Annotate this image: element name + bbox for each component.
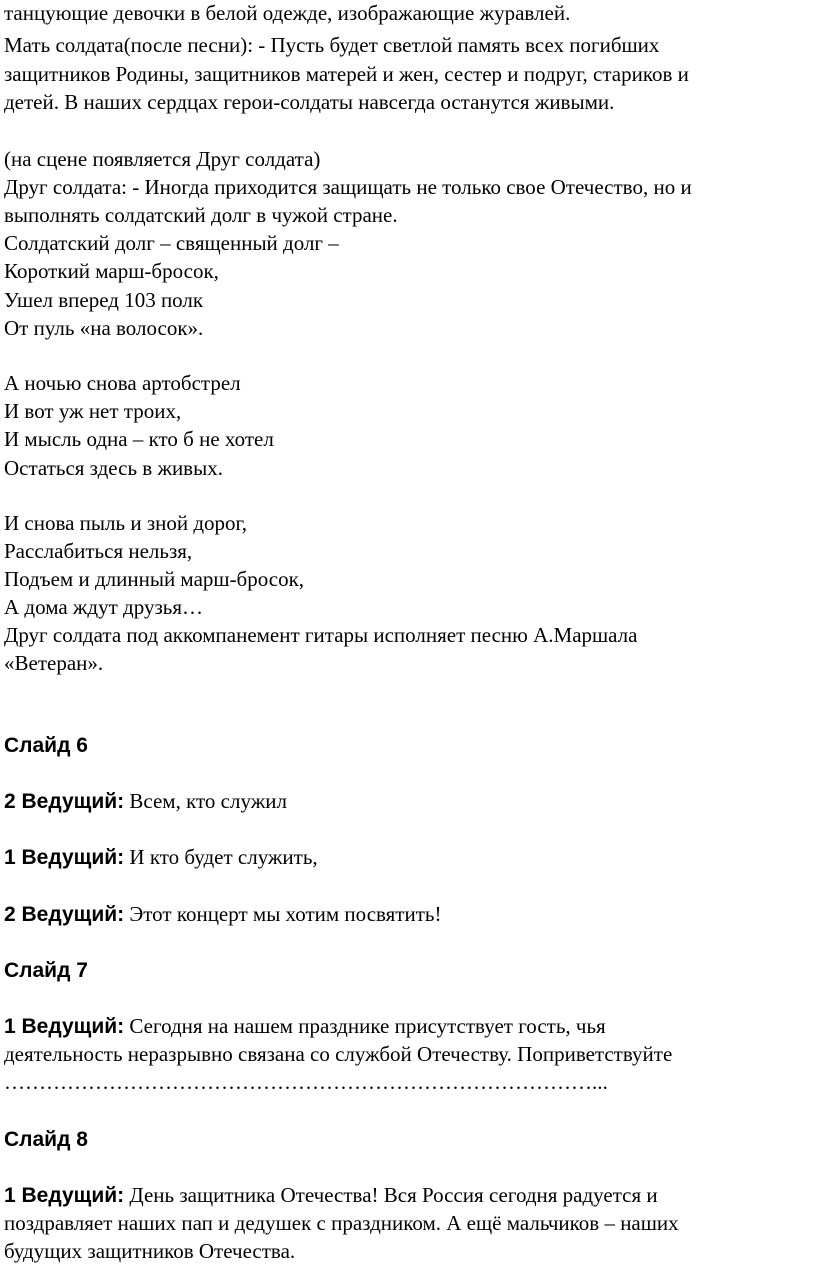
poem-line: Солдатский долг – священный долг – bbox=[4, 231, 339, 255]
slide-6-row-2 bbox=[4, 844, 318, 871]
speaker-text: И кто будет служить, bbox=[129, 845, 318, 869]
intro-line-2: Мать солдата(после песни): - Пусть будет светлой память всех погибших bbox=[4, 33, 660, 57]
slide-8-heading: Слайд 8 bbox=[4, 1128, 88, 1151]
slide-6-heading: Слайд 6 bbox=[4, 734, 88, 757]
poem-line: Короткий марш-бросок, bbox=[4, 259, 219, 283]
poem-line: Ушел вперед 103 полк bbox=[4, 288, 204, 312]
stage-direction: (на сцене появляется Друг солдата) bbox=[4, 147, 321, 171]
song-line-1: Друг солдата под аккомпанемент гитары исполняет песню А.Маршала bbox=[4, 623, 638, 647]
poem-line: А дома ждут друзья… bbox=[4, 595, 203, 619]
poem-line: Остаться здесь в живых. bbox=[4, 456, 223, 480]
slide-8-line-1 bbox=[4, 1182, 658, 1209]
poem-line: И снова пыль и зной дорог, bbox=[4, 511, 248, 535]
speaker-label: 2 Ведущий: bbox=[4, 790, 125, 813]
speaker-label: 2 Ведущий: bbox=[4, 903, 125, 926]
slide-7-heading: Слайд 7 bbox=[4, 959, 88, 982]
poem-line: От пуль «на волосок». bbox=[4, 316, 204, 340]
friend-line-2: выполнять солдатский долг в чужой стране. bbox=[4, 203, 398, 227]
poem-line: Подъем и длинный марш-бросок, bbox=[4, 567, 305, 591]
slide-6-row-3 bbox=[4, 901, 441, 928]
poem-line: А ночью снова артобстрел bbox=[4, 371, 241, 395]
poem-line: И вот уж нет троих, bbox=[4, 399, 182, 423]
speaker-label: 1 Ведущий: bbox=[4, 1184, 125, 1207]
speaker-text: Сегодня на нашем празднике присутствует гость, чья bbox=[129, 1014, 606, 1038]
speaker-text: Всем, кто служил bbox=[129, 789, 287, 813]
slide-7-line-2: деятельность неразрывно связана со службой Отечеству. Поприветствуйте bbox=[4, 1042, 673, 1066]
intro-line-4: детей. В наших сердцах герои-солдаты навсегда останутся живыми. bbox=[4, 90, 615, 114]
poem-line: И мысль одна – кто б не хотел bbox=[4, 427, 274, 451]
speaker-label: 1 Ведущий: bbox=[4, 1015, 125, 1038]
slide-8-line-2: поздравляет наших пап и дедушек с праздником. А ещё мальчиков – наших bbox=[4, 1211, 679, 1235]
intro-line-1: танцующие девочки в белой одежде, изображающие журавлей. bbox=[4, 1, 571, 25]
slide-7-line-1 bbox=[4, 1013, 606, 1040]
slide-6-row-1 bbox=[4, 788, 287, 815]
speaker-label: 1 Ведущий: bbox=[4, 846, 125, 869]
speaker-text: Этот концерт мы хотим посвятить! bbox=[129, 902, 442, 926]
intro-line-3: защитников Родины, защитников матерей и жен, сестер и подруг, стариков и bbox=[4, 62, 689, 86]
song-line-2: «Ветеран». bbox=[4, 651, 104, 675]
poem-line: Расслабиться нельзя, bbox=[4, 539, 193, 563]
slide-7-line-3: …………………………………………………………………………... bbox=[4, 1070, 608, 1094]
speaker-text: День защитника Отечества! Вся Россия сегодня радуется и bbox=[129, 1183, 658, 1207]
slide-8-line-3: будущих защитников Отечества. bbox=[4, 1239, 296, 1263]
friend-line-1: Друг солдата: - Иногда приходится защищать не только свое Отечество, но и bbox=[4, 175, 692, 199]
